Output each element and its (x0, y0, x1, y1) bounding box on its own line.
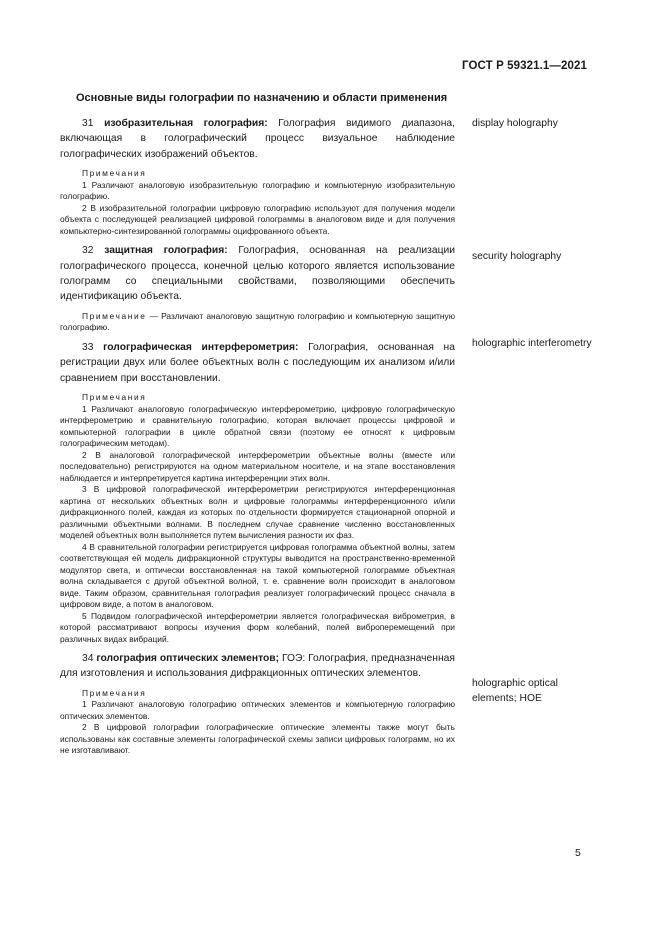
note-item: 2 В цифровой голографии голографические оптические элементы также могут быть использованы как составные элементы голографической схемы записи цифровых голограмм, но их не изготавливают. (60, 722, 455, 756)
term-notes (60, 392, 455, 645)
term-notes (60, 311, 455, 334)
notes-heading: Примечания (82, 392, 147, 403)
note-item: 5 Подвидом голографической интерферометрии является голографическая виброметрия, в которой рассматривают вопросы изучения форм колебаний, полей виброперемещений при различных видах вибраций. (60, 610, 455, 644)
term-name: защитная голография: (104, 245, 228, 257)
term-definition: 31 изобразительная голография: Голография видимого диапазона, включающая в голографический процесс визуальное наблюдение голографических изображений объектов. (60, 118, 455, 160)
term-name: изобразительная голография: (104, 118, 268, 129)
term-definition: 33 голографическая интерферометрия: Голография, основанная на регистрации двух или более объектных волн с последующим их анализом и/или сравнением при восстановлении. (60, 341, 455, 384)
term-entry-31 (60, 116, 455, 237)
notes-heading: Примечания (82, 687, 147, 698)
main-column (60, 116, 455, 763)
english-term-33: holographic interferometry (472, 338, 592, 349)
term-definition: 34 голография оптических элементов; ГОЭ: Голография, предназначенная для изготовления и использования дифракционных оптических элементов. (60, 653, 455, 680)
term-definition: 32 защитная голография: Голография, основанная на реализации голографического процесса, конечной целью которого является использование голограмм со специальными свойствами, позволяющими обеспечить идентификацию объекта. (60, 245, 455, 303)
english-term-32: security holography (472, 251, 562, 262)
note-item: 4 В сравнительной голографии регистрируется цифровая голограмма объектной волны, затем соответствующая ей модель дифракционной структуры выводится на пространственно-временной модулятор света, и оптически восстановленная на такой компьютерной голограмме объектная волна складывается с другой объектной волной, т. е. сравнение волн происходит в аналоговом виде. Таким образом, сравнительная голография реализует голографический процесс сначала в цифровом виде, а потом в аналоговом. (60, 541, 455, 610)
term-entry-32 (60, 243, 455, 334)
note-item: Примечание — Различают аналоговую защитную голографию и компьютерную защитную голографию. (60, 310, 455, 333)
term-name: голография оптических элементов; (96, 653, 280, 665)
term-entry-34 (60, 651, 455, 757)
note-item: 2 В изобразительной голографии цифровую голографию используют для получения модели объекта с последующей реализацией цифровой голограммы в аналоговом виде и для получения компьютерно-синтезированной голограммы оцифрованного объекта. (60, 202, 455, 236)
notes-heading: Примечания (82, 168, 147, 179)
term-notes (60, 688, 455, 757)
note-item: 1 Различают аналоговую голографическую интерферометрию, цифровую голографическую интерферометрию и сравнительную голографию, которая включает процессы цифровой и компьютерной голографии в цикле обратной связи (поэтому ее относят к цифровым голографическим методам). (60, 403, 455, 449)
english-term-31: display holography (472, 118, 558, 129)
english-term-34: holographic optical elements; HOE (472, 678, 558, 704)
term-entry-33 (60, 340, 455, 645)
note-item: 3 В цифровой голографической интерферометрии регистрируются интерференционная картина от нескольких объектных волн и цифровые голограммы интерференционного и/или дифракционного полей, каждая из которых по отдельности формируется стационарной опорной и различными объектными волнами. В последнем случае сравнение численно восстановленных моделей объектных волн выполняется путем вычисления разности их фаз. (60, 484, 455, 541)
term-abbreviation: ГОЭ: (281, 653, 306, 665)
term-name: голографическая интерферометрия: (103, 341, 299, 353)
standard-header: ГОСТ Р 59321.1—2021 (462, 60, 587, 72)
term-notes (60, 168, 455, 237)
notes-heading: Примечание (82, 310, 147, 321)
note-item: 2 В аналоговой голографической интерферометрии объектные волны (вместе или последовательно) регистрируются на одном материальном носителе, и на этапе восстановления наблюдается и интерпретируется картина интерференции этих волн. (60, 449, 455, 483)
note-item: 1 Различают аналоговую изобразительную голографию и компьютерную изобразительную голографию. (60, 179, 455, 202)
page-number: 5 (575, 847, 581, 859)
note-item: 1 Различают аналоговую голографию оптических элементов и компьютерную голографию оптических элементов. (60, 699, 455, 721)
section-title: Основные виды голографии по назначению и области применения (76, 92, 448, 104)
